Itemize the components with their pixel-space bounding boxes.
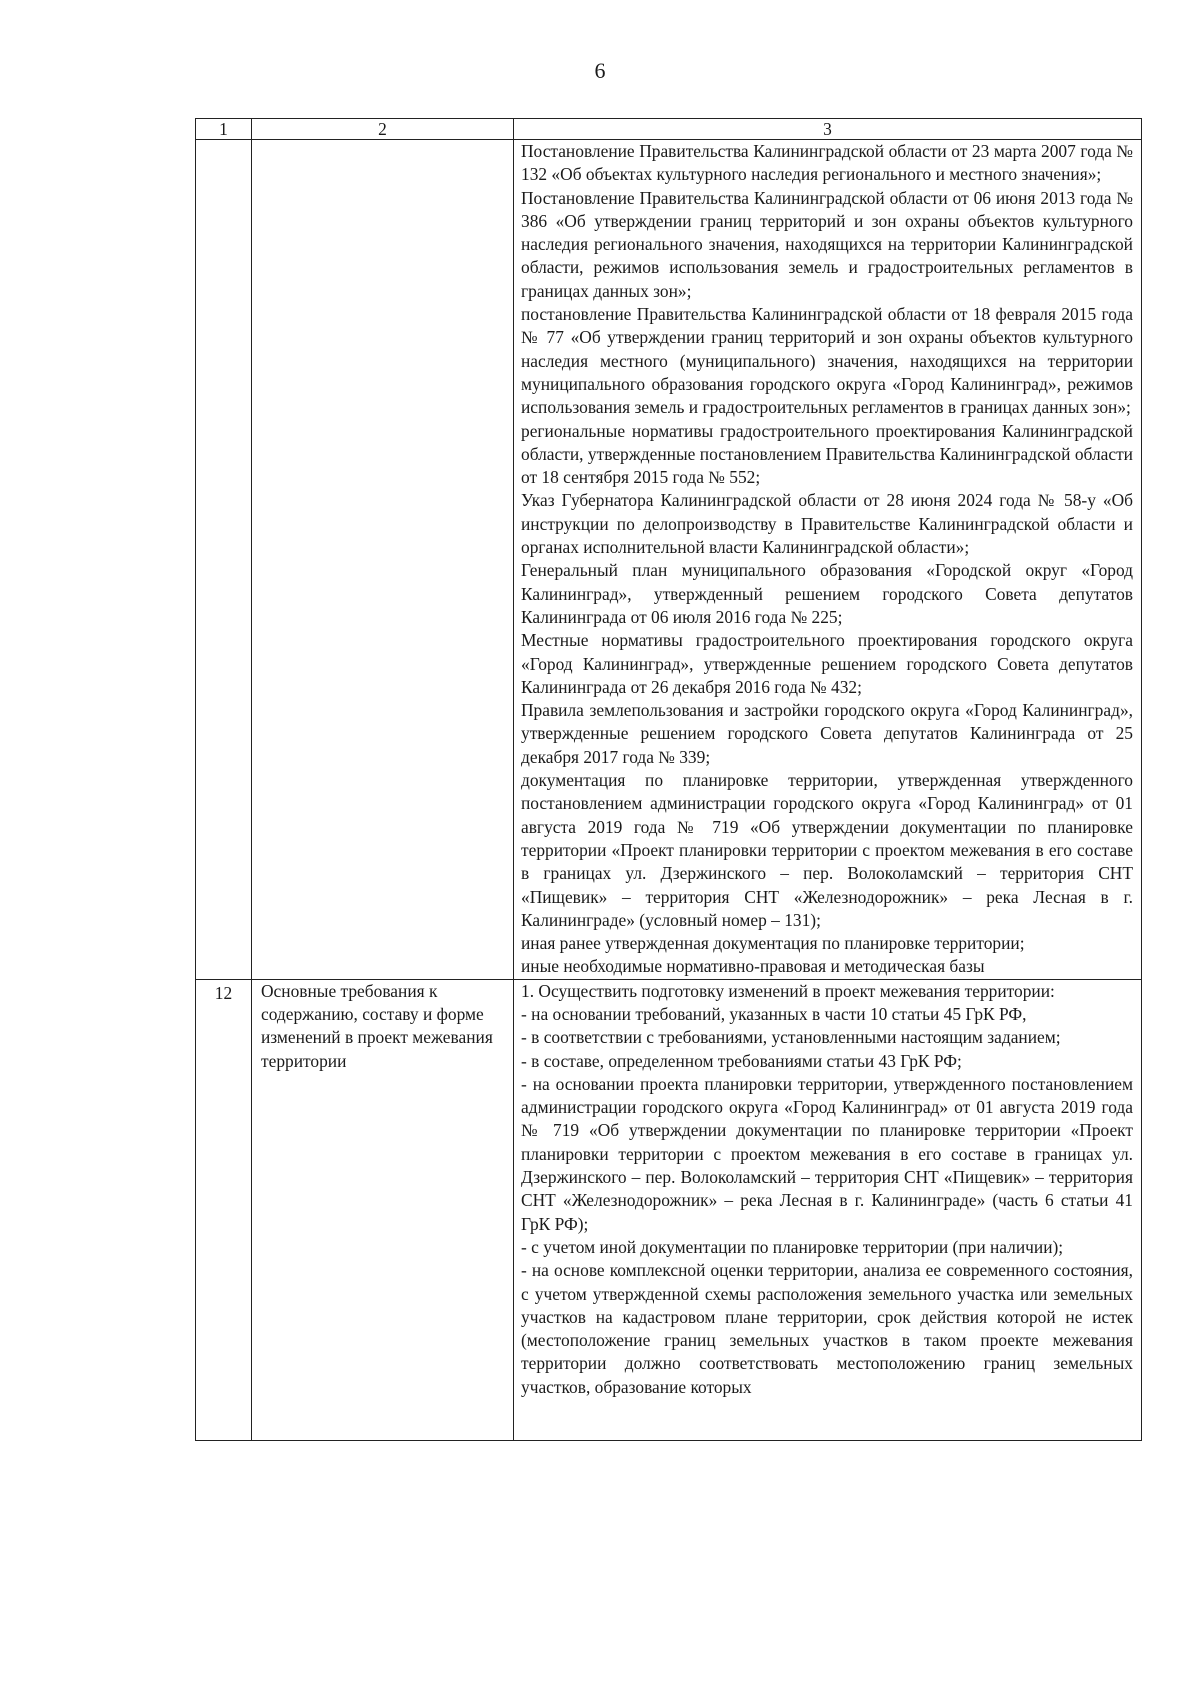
legal-basis-item: иная ранее утвержденная документация по планировке территории;	[521, 933, 1025, 954]
header-col-3: 3	[514, 119, 1142, 140]
page-number: 6	[594, 58, 606, 83]
legal-basis-item: Постановление Правительства Калининградской области от 06 июня 2013 года № 386 «Об утверждении границ территорий и зон охраны объектов культурного наследия регионального значения, находящихся на территории Калининградской области, режимов использования земель и градостроительных регламентов в границах данных зон»;	[521, 187, 1133, 301]
requirement-item: - в соответствии с требованиями, установленными настоящим заданием;	[521, 1027, 1061, 1048]
row-content-cell	[514, 140, 1142, 980]
legal-basis-item: документация по планировке территории, утвержденная утвержденного постановлением администрации городского округа «Город Калининград» от 01 августа 2019 года № 719 «Об утверждении документации по планировке территории «Проект планировки территории с проектом межевания в его составе в границах ул. Дзержинского – пер. Волоколамский – территория СНТ «Пищевик» – территория СНТ «Железнодорожник» – река Лесная в г. Калининграде» (условный номер – 131);	[521, 770, 1133, 930]
legal-basis-item: Генеральный план муниципального образования «Городской округ «Город Калининград», утвержденный решением городского Совета депутатов Калининграда от 06 июля 2016 года № 225;	[521, 560, 1133, 627]
row-content-cell	[514, 979, 1142, 1440]
requirements-table	[195, 118, 1142, 1441]
legal-basis-item: Указ Губернатора Калининградской области от 28 июня 2024 года № 58-у «Об инструкции по делопроизводству в Правительстве Калининградской области и органах исполнительной власти Калининградской области»;	[521, 490, 1133, 558]
legal-basis-item: Местные нормативы градостроительного проектирования городского округа «Город Калининград», утвержденные решением городского Совета депутатов Калининграда от 26 декабря 2016 года № 432;	[521, 630, 1133, 697]
table-row-continued	[196, 140, 1142, 980]
requirement-item: 1. Осуществить подготовку изменений в проект межевания территории:	[521, 980, 1055, 1001]
row-12-content	[521, 980, 1133, 1440]
table-row-12	[196, 979, 1142, 1440]
requirement-item: - на основе комплексной оценки территории, анализа ее современного состояния, с учетом утвержденной схемы расположения земельного участка или земельных участков на кадастровом плане территории, срок действия которой не истек (местоположение границ земельных участков в таком проекте межевания территории должно соответствовать местоположению границ земельных участков, образование которых	[521, 1260, 1133, 1397]
header-col-1: 1	[196, 119, 252, 140]
requirement-item: - с учетом иной документации по планировке территории (при наличии);	[521, 1236, 1064, 1257]
legal-basis-item: Правила землепользования и застройки городского округа «Город Калининград», утвержденные решением городского Совета депутатов Калининграда от 25 декабря 2017 года № 339;	[521, 700, 1133, 767]
legal-basis-item: иные необходимые нормативно-правовая и методическая базы	[521, 956, 985, 977]
row-name-cell	[252, 140, 514, 980]
table-header-row	[196, 119, 1142, 140]
legal-basis-item: региональные нормативы градостроительного проектирования Калининградской области, утвержденные постановлением Правительства Калининградской области от 18 сентября 2015 года № 552;	[521, 420, 1133, 488]
legal-basis-item: постановление Правительства Калининградской области от 18 февраля 2015 года № 77 «Об утверждении границ территорий и зон охраны объектов культурного наследия местного (муниципального) значения, находящихся на территории муниципального образования городского округа «Город Калининград», режимов использования земель и градостроительных регламентов в границах данных зон»;	[521, 304, 1133, 418]
header-col-2: 2	[252, 119, 514, 140]
row-name-cell: Основные требования к содержанию, составу и форме изменений в проект межевания территории	[252, 979, 514, 1440]
requirement-item: - в составе, определенном требованиями статьи 43 ГрК РФ;	[521, 1050, 962, 1071]
requirement-item: - на основании проекта планировки территории, утвержденного постановлением администрации городского округа «Город Калининград» от 01 августа 2019 года № 719 «Об утверждении документации по планировке территории «Проект планировки территории с проектом межевания в его составе в границах ул. Дзержинского – пер. Волоколамский – территория СНТ «Пищевик» – территория СНТ «Железнодорожник» – река Лесная в г. Калининграде» (часть 6 статьи 41 ГрК РФ);	[521, 1073, 1133, 1234]
row-number-cell: 12	[196, 979, 252, 1440]
legal-basis-item: Постановление Правительства Калининградской области от 23 марта 2007 года № 132 «Об объектах культурного наследия регионального и местного значения»;	[521, 141, 1133, 185]
requirement-item: - на основании требований, указанных в части 10 статьи 45 ГрК РФ,	[521, 1003, 1027, 1024]
row-number-cell	[196, 140, 252, 980]
